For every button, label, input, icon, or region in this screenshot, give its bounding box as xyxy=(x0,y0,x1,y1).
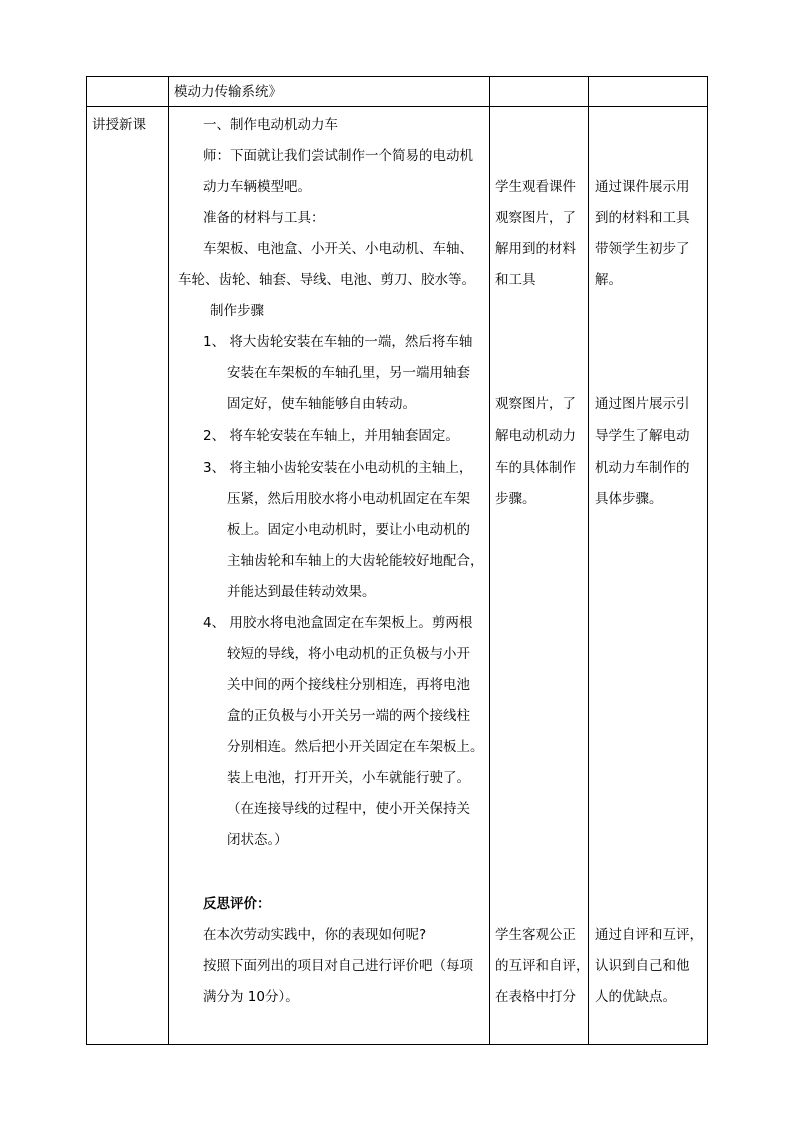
design-intent-line: 认识到自己和他 xyxy=(595,958,690,974)
student-activity-line: 在表格中打分 xyxy=(495,989,576,1005)
note-line: 闭状态。） xyxy=(227,832,288,848)
note-line: （在连接导线的过程中，使小开关保持关 xyxy=(227,801,470,817)
step-4-line: 4、 用胶水将电池盒固定在车架板上。剪两根 xyxy=(203,615,473,631)
step-3-line: 主轴齿轮和车轴上的大齿轮能较好地配合， xyxy=(227,553,484,569)
step-4-line: 关中间的两个接线柱分别相连，再将电池 xyxy=(227,677,470,693)
design-intent-line: 带领学生初步了 xyxy=(595,241,690,257)
design-intent-line: 通过课件展示用 xyxy=(595,179,690,195)
continued-text: 模动力传输系统》 xyxy=(174,84,282,100)
table-col-divider-3 xyxy=(588,76,589,1045)
design-intent-line: 到的材料和工具 xyxy=(595,210,690,226)
student-activity-line: 的互评和自评， xyxy=(495,958,590,974)
table-row-divider xyxy=(86,106,708,107)
step-4-line: 盒的正负极与小开关另一端的两个接线柱 xyxy=(227,708,470,724)
reflect-title: 反思评价： xyxy=(203,896,271,912)
section-label: 讲授新课 xyxy=(92,117,146,133)
step-3-line: 压紧，然后用胶水将小电动机固定在车架 xyxy=(227,491,470,507)
student-activity-line: 观察图片，了 xyxy=(495,396,576,412)
student-activity-line: 解用到的材料 xyxy=(495,241,576,257)
step-4-line: 分别相连。然后把小开关固定在车架板上。 xyxy=(227,739,484,755)
student-activity-line: 解电动机动力 xyxy=(495,428,576,444)
student-activity-line: 车的具体制作 xyxy=(495,460,576,476)
student-activity-line: 步骤。 xyxy=(495,491,536,507)
content-heading: 一、制作电动机动力车 xyxy=(203,117,338,133)
reflect-line: 在本次劳动实践中，你的表现如何呢? xyxy=(203,927,427,943)
design-intent-line: 导学生了解电动 xyxy=(595,428,690,444)
teacher-line: 师：下面就让我们尝试制作一个简易的电动机 xyxy=(203,148,473,164)
step-1-line: 安装在车架板的车轴孔里，另一端用轴套 xyxy=(227,365,470,381)
design-intent-line: 人的优缺点。 xyxy=(595,989,676,1005)
step-2-line: 2、 将车轮安装在车轴上，并用轴套固定。 xyxy=(203,428,459,444)
materials-line: 车轮、齿轮、轴套、导线、电池、剪刀、胶水等。 xyxy=(178,272,475,288)
materials-title: 准备的材料与工具： xyxy=(203,210,325,226)
step-1-line: 固定好，使车轴能够自由转动。 xyxy=(227,396,416,412)
table-border-top xyxy=(86,76,708,77)
steps-title: 制作步骤 xyxy=(210,303,264,319)
student-activity-line: 观察图片，了 xyxy=(495,210,576,226)
reflect-line: 满分为 10分）。 xyxy=(203,989,299,1005)
step-1-line: 1、 将大齿轮安装在车轴的一端，然后将车轴 xyxy=(203,334,473,350)
student-activity-line: 和工具 xyxy=(495,272,536,288)
step-3-line: 3、 将主轴小齿轮安装在小电动机的主轴上， xyxy=(203,460,473,476)
design-intent-line: 通过自评和互评， xyxy=(595,927,703,943)
table-col-divider-2 xyxy=(489,76,490,1045)
design-intent-line: 解。 xyxy=(595,272,622,288)
step-4-line: 较短的导线，将小电动机的正负极与小开 xyxy=(227,646,470,662)
design-intent-line: 具体步骤。 xyxy=(595,491,663,507)
materials-line: 车架板、电池盒、小开关、小电动机、车轴、 xyxy=(203,241,473,257)
design-intent-line: 机动力车制作的 xyxy=(595,460,690,476)
teacher-line: 动力车辆模型吧。 xyxy=(203,179,311,195)
step-3-line: 板上。固定小电动机时，要让小电动机的 xyxy=(227,522,470,538)
step-3-line: 并能达到最佳转动效果。 xyxy=(227,584,376,600)
student-activity-line: 学生客观公正 xyxy=(495,927,576,943)
table-border-right xyxy=(707,76,708,1045)
table-border-bottom xyxy=(86,1044,708,1045)
design-intent-line: 通过图片展示引 xyxy=(595,396,690,412)
table-border-left xyxy=(86,76,87,1045)
reflect-line: 按照下面列出的项目对自己进行评价吧（每项 xyxy=(203,958,473,974)
student-activity-line: 学生观看课件 xyxy=(495,179,576,195)
step-4-line: 装上电池，打开开关，小车就能行驶了。 xyxy=(227,770,470,786)
table-col-divider-1 xyxy=(168,76,169,1045)
